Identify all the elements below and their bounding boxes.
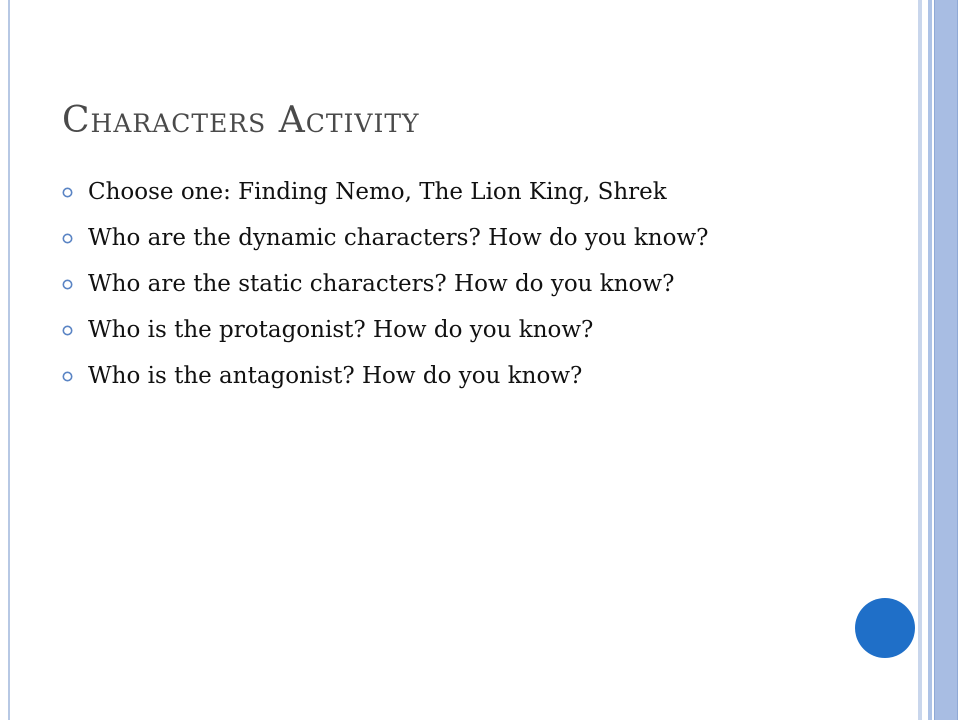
right-frame-bar [934, 0, 958, 720]
bullet-text: Who is the antagonist? How do you know? [88, 363, 583, 389]
bullet-text: Who are the static characters? How do you know? [88, 271, 675, 297]
filled-circle-icon [855, 598, 915, 658]
bullet-item [62, 222, 842, 254]
bullet-item [62, 268, 842, 300]
bullet-text: Who is the protagonist? How do you know? [88, 317, 594, 343]
bullet-text: Choose one: Finding Nemo, The Lion King, Shrek [88, 179, 667, 205]
open-circle-bullet-icon [62, 187, 73, 198]
bullet-item [62, 314, 842, 346]
bullet-item [62, 360, 842, 392]
open-circle-bullet-icon [62, 233, 73, 244]
open-circle-bullet-icon [62, 325, 73, 336]
bullet-text: Who are the dynamic characters? How do you know? [88, 225, 709, 251]
open-circle-bullet-icon [62, 279, 73, 290]
bullet-list [62, 176, 842, 406]
left-frame-rule [0, 0, 10, 720]
open-circle-bullet-icon [62, 371, 73, 382]
slide-title: Characters Activity [62, 100, 420, 141]
bullet-item [62, 176, 842, 208]
